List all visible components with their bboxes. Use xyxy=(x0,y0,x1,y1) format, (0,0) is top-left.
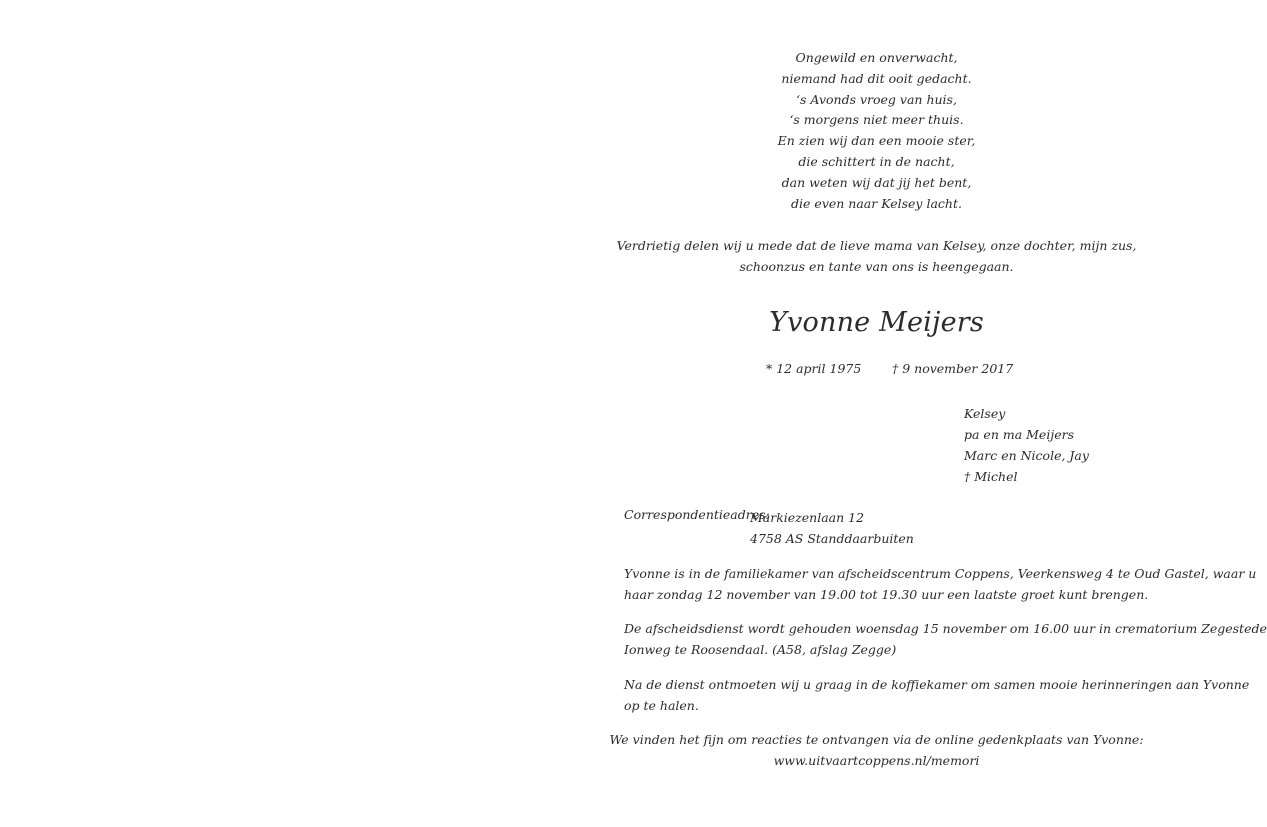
paragraph-line: op te halen. xyxy=(624,698,699,713)
poem-line: ‘s morgens niet meer thuis. xyxy=(789,112,964,128)
viewing-paragraph xyxy=(624,563,1257,605)
closing-note xyxy=(584,729,1169,771)
closing-line: We vinden het fijn om reacties te ontvangen via de online gedenkplaats van Yvonne: xyxy=(609,732,1144,747)
paragraph-line: Na de dienst ontmoeten wij u graag in de koffiekamer om samen mooie herinneringen aan Yvonne xyxy=(624,677,1250,692)
correspondence-label: Correspondentieadres: xyxy=(624,507,770,522)
deceased-name: Yvonne Meijers xyxy=(769,307,984,338)
paragraph-line: haar zondag 12 november van 19.00 tot 19.30 uur een laatste groet kunt brengen. xyxy=(624,587,1149,602)
poem-line: die even naar Kelsey lacht. xyxy=(791,195,962,211)
poem-line: niemand had dit ooit gedacht. xyxy=(781,70,972,86)
memorial-url: www.uitvaartcoppens.nl/memori xyxy=(773,753,980,768)
announcement-page xyxy=(584,0,1267,827)
mourner-name: † Michel xyxy=(964,469,1018,484)
service-paragraph xyxy=(624,618,1267,660)
announcement-line: schoonzus en tante van ons is heengegaan. xyxy=(739,259,1014,274)
correspondence-address xyxy=(750,507,914,549)
address-city: 4758 AS Standdaarbuiten xyxy=(750,531,914,546)
mourner-name: Marc en Nicole, Jay xyxy=(964,448,1089,463)
paragraph-line: Yvonne is in de familiekamer van afscheidscentrum Coppens, Veerkensweg 4 te Oud Gastel, waar u xyxy=(624,566,1257,581)
death-announcement xyxy=(584,235,1169,277)
birth-date: * 12 april 1975 xyxy=(766,361,862,376)
poem-line: Ongewild en onverwacht, xyxy=(795,50,958,65)
mourners-list xyxy=(964,403,1089,487)
gathering-paragraph xyxy=(624,674,1250,716)
poem-line: En zien wij dan een mooie ster, xyxy=(777,133,976,149)
blank-left-page xyxy=(0,0,584,827)
poem-line: dan weten wij dat jij het bent, xyxy=(781,174,972,190)
poem-line: ‘s Avonds vroeg van huis, xyxy=(796,91,957,107)
paragraph-line: De afscheidsdienst wordt gehouden woensdag 15 november om 16.00 uur in crematorium Zegestede xyxy=(624,621,1267,636)
address-street: Markiezenlaan 12 xyxy=(750,510,865,525)
death-date: † 9 november 2017 xyxy=(892,361,1014,376)
paragraph-line: Ionweg te Roosendaal. (A58, afslag Zegge) xyxy=(624,642,897,657)
mourner-name: Kelsey xyxy=(964,406,1006,421)
memorial-poem xyxy=(584,48,1169,214)
mourner-name: pa en ma Meijers xyxy=(964,427,1074,442)
poem-line: die schittert in de nacht, xyxy=(798,153,955,169)
announcement-line: Verdrietig delen wij u mede dat de lieve mama van Kelsey, onze dochter, mijn zus, xyxy=(616,238,1137,253)
